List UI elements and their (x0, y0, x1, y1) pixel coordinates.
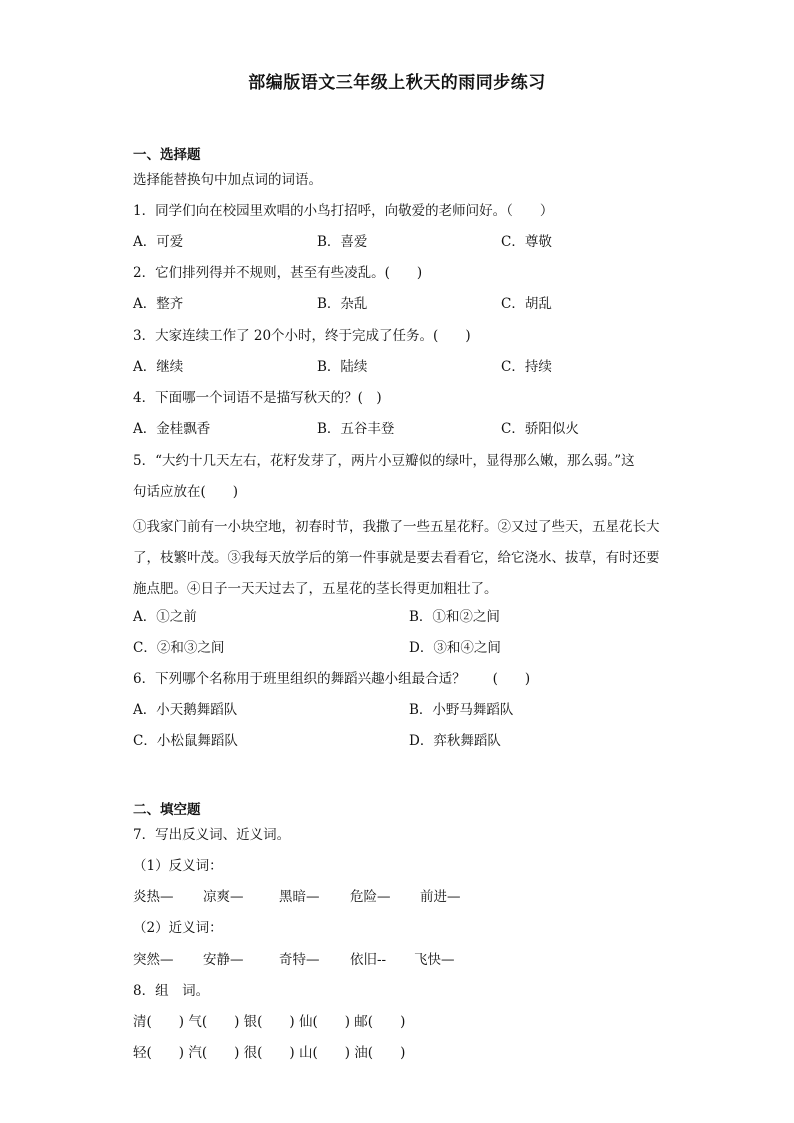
question-5-passage: ①我家门前有一小块空地，初春时节，我撒了一些五星花籽。②又过了些天，五星花长大了，枝繁叶茂。③我每天放学后的第一件事就是要去看看它，给它浇水、拔草，有时还要施点肥。④日子一天天过去了，五星花的茎长得更加粗壮了。 (133, 519, 660, 597)
question-5-stem-line-2: 句话应放在( ) (133, 484, 239, 500)
synonym-item: 飞快— (414, 952, 455, 968)
antonym-item: 前进— (420, 889, 461, 905)
synonym-item: 突然— (133, 952, 174, 968)
question-4-option-c: C．骄阳似火 (501, 421, 579, 437)
antonym-item: 黑暗— (279, 889, 320, 905)
question-2-option-b: B．杂乱 (317, 296, 368, 312)
question-4-option-b: B．五谷丰登 (317, 421, 395, 437)
question-7-sub-2: （2）近义词： (133, 920, 223, 936)
antonym-item: 凉爽— (203, 889, 244, 905)
question-7-stem: 7．写出反义词、近义词。 (133, 827, 291, 843)
question-5-stem-line-1: 5．“大约十几天左右，花籽发芽了，两片小豆瓣似的绿叶，显得那么嫩，那么弱。”这 (133, 453, 635, 469)
question-7-sub-1: （1）反义词： (133, 858, 223, 874)
synonym-item: 奇特— (279, 952, 320, 968)
question-6-option-d: D．弈秋舞蹈队 (409, 733, 501, 749)
question-1-option-a: A．可爱 (133, 234, 184, 250)
question-3-option-b: B．陆续 (317, 359, 368, 375)
question-1-option-b: B．喜爱 (317, 234, 368, 250)
question-4-stem: 4．下面哪一个词语不是描写秋天的？( ) (133, 390, 382, 406)
question-2-option-a: A．整齐 (133, 296, 184, 312)
question-1-option-c: C．尊敬 (501, 234, 552, 250)
synonym-item: 依旧-- (350, 952, 387, 968)
question-8-row-2: 轻( ) 汽( ) 很( ) 山( ) 油( ) (133, 1045, 406, 1061)
page-title: 部编版语文三年级上秋天的雨同步练习 (248, 73, 546, 93)
question-1-stem: 1．同学们向在校园里欢唱的小鸟打招呼，向敬爱的老师问好。（ ） (133, 203, 554, 219)
section-instruction: 选择能替换句中加点词的词语。 (133, 172, 322, 188)
question-8-stem: 8．组 词。 (133, 983, 210, 999)
question-5-option-a: A．①之前 (133, 609, 197, 625)
question-6-stem: 6．下列哪个名称用于班里组织的舞蹈兴趣小组最合适？ ( ) (133, 671, 531, 687)
question-8-row-1: 清( ) 气( ) 银( ) 仙( ) 邮( ) (133, 1014, 406, 1030)
antonym-item: 危险— (350, 889, 391, 905)
question-4-option-a: A．金桂飘香 (133, 421, 211, 437)
question-3-option-c: C．持续 (501, 359, 552, 375)
question-3-option-a: A．继续 (133, 359, 184, 375)
section-heading-choice: 一、选择题 (133, 147, 201, 163)
section-heading-fill: 二、填空题 (133, 802, 201, 818)
question-6-option-b: B．小野马舞蹈队 (409, 702, 514, 718)
question-2-stem: 2．它们排列得并不规则，甚至有些凌乱。( ) (133, 265, 423, 281)
question-6-option-a: A．小天鹅舞蹈队 (133, 702, 238, 718)
question-3-stem: 3．大家连续工作了 20个小时，终于完成了任务。( ) (133, 328, 471, 344)
question-5-option-b: B．①和②之间 (409, 609, 500, 625)
synonym-item: 安静— (203, 952, 244, 968)
question-5-option-c: C．②和③之间 (133, 640, 225, 656)
antonym-item: 炎热— (133, 889, 174, 905)
question-5-option-d: D．③和④之间 (409, 640, 501, 656)
question-6-option-c: C．小松鼠舞蹈队 (133, 733, 238, 749)
question-2-option-c: C．胡乱 (501, 296, 552, 312)
